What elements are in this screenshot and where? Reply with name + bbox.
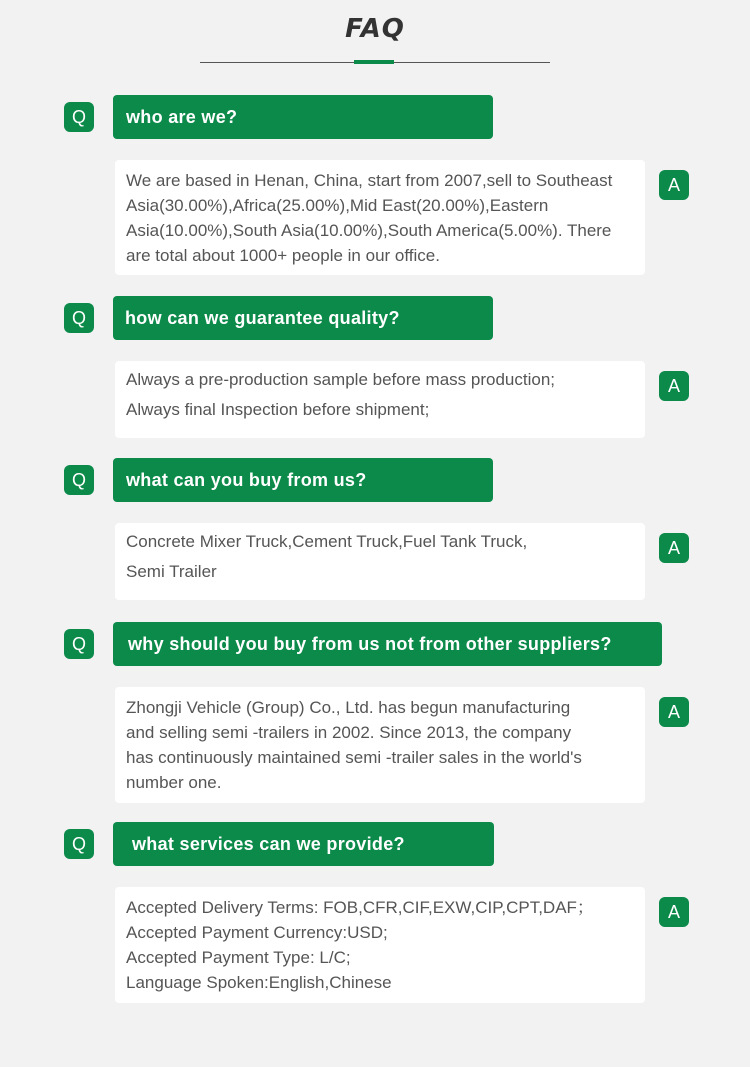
answer-line: Concrete Mixer Truck,Cement Truck,Fuel Tank Truck, <box>126 532 528 551</box>
faq-answer-3 <box>115 523 645 600</box>
question-badge: Q <box>64 303 94 333</box>
answer-badge: A <box>659 697 689 727</box>
answer-line: Semi Trailer <box>126 562 217 581</box>
faq-answer-4 <box>115 687 645 803</box>
answer-line: We are based in Henan, China, start from 2007,sell to Southeast <box>126 171 613 190</box>
answer-line: Accepted Delivery Terms: FOB,CFR,CIF,EXW,CIP,CPT,DAF； <box>126 898 594 917</box>
answer-line: has continuously maintained semi -trailer sales in the world's <box>126 748 582 767</box>
answer-line: are total about 1000+ people in our office. <box>126 246 440 265</box>
answer-line: Language Spoken:English,Chinese <box>126 973 392 992</box>
question-badge: Q <box>64 465 94 495</box>
faq-answer-1 <box>115 160 645 275</box>
answer-line: number one. <box>126 773 222 792</box>
answer-line: Zhongji Vehicle (Group) Co., Ltd. has begun manufacturing <box>126 698 571 717</box>
page-title: FAQ <box>345 14 405 44</box>
answer-line: Asia(10.00%),South Asia(10.00%),South America(5.00%). There <box>126 221 612 240</box>
answer-line: Asia(30.00%),Africa(25.00%),Mid East(20.00%),Eastern <box>126 196 549 215</box>
faq-question-2: how can we guarantee quality? <box>113 296 493 340</box>
answer-badge: A <box>659 533 689 563</box>
answer-line: and selling semi -trailers in 2002. Since 2013, the company <box>126 723 572 742</box>
faq-question-4: why should you buy from us not from other suppliers? <box>113 622 662 666</box>
title-divider-accent <box>354 60 394 64</box>
question-badge: Q <box>64 629 94 659</box>
faq-question-1: who are we? <box>113 95 493 139</box>
answer-badge: A <box>659 371 689 401</box>
answer-line: Always final Inspection before shipment; <box>126 400 430 419</box>
faq-answer-5 <box>115 887 645 1003</box>
faq-question-5: what services can we provide? <box>113 822 494 866</box>
answer-line: Accepted Payment Type: L/C; <box>126 948 351 967</box>
question-badge: Q <box>64 102 94 132</box>
faq-answer-2 <box>115 361 645 438</box>
answer-badge: A <box>659 170 689 200</box>
answer-line: Always a pre-production sample before mass production; <box>126 370 555 389</box>
answer-badge: A <box>659 897 689 927</box>
question-badge: Q <box>64 829 94 859</box>
answer-line: Accepted Payment Currency:USD; <box>126 923 388 942</box>
faq-question-3: what can you buy from us? <box>113 458 493 502</box>
